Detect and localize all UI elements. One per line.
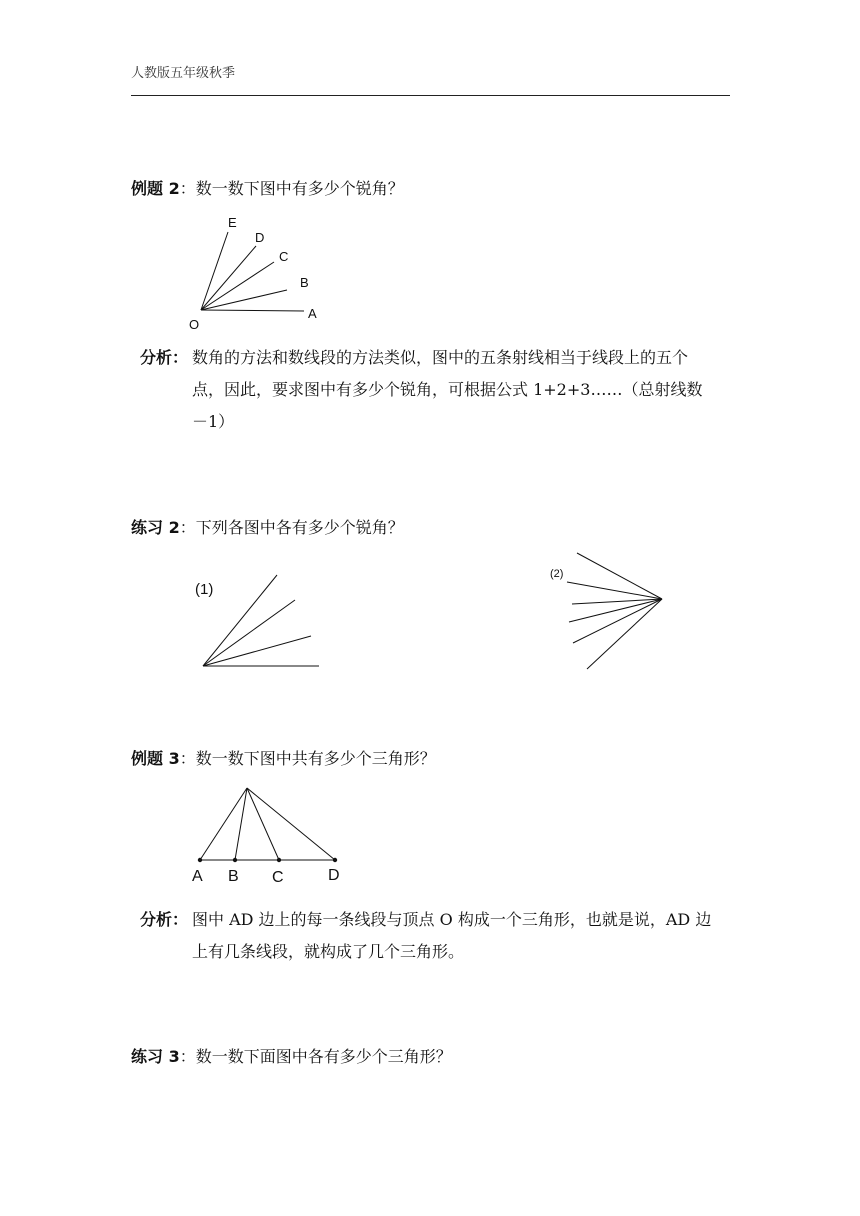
base-label-d: D xyxy=(328,867,340,884)
example2-analysis-line: 点，因此，要求图中有多少个锐角，可根据公式 1+2+3……（总射线数 xyxy=(192,380,703,399)
example3-label: 例题 3 xyxy=(131,749,180,768)
point-label-d: D xyxy=(255,230,265,245)
dot-b xyxy=(233,858,237,862)
header-title: 人教版五年级秋季 xyxy=(131,66,236,81)
side-b xyxy=(235,788,247,860)
base-label-b: B xyxy=(228,868,239,885)
practice2-question: 下列各图中各有多少个锐角？ xyxy=(195,518,404,537)
point-label-a: A xyxy=(308,306,317,321)
example2-analysis-line: 数角的方法和数线段的方法类似，图中的五条射线相当于线段上的五个 xyxy=(192,348,689,367)
dot-c xyxy=(277,858,281,862)
example2-sep: ： xyxy=(179,179,196,198)
practice2-label: 练习 2 xyxy=(131,518,180,537)
example3-sep: ： xyxy=(179,749,196,768)
practice3-label: 练习 3 xyxy=(131,1047,180,1066)
side-a xyxy=(200,788,247,860)
practice3-sep: ： xyxy=(179,1047,196,1066)
dot-a xyxy=(198,858,202,862)
dot-d xyxy=(333,858,337,862)
example2-analysis-line: －1） xyxy=(192,412,235,431)
practice3-heading xyxy=(131,1046,452,1068)
base-label-a: A xyxy=(192,868,203,885)
example2-analysis-label: 分析： xyxy=(140,348,189,367)
example3-analysis-line: 图中 AD 边上的每一条线段与顶点 O 构成一个三角形，也就是说，AD 边 xyxy=(192,910,712,929)
example3-analysis-line: 上有几条线段，就构成了几个三角形。 xyxy=(192,942,465,961)
point-label-c: C xyxy=(279,249,289,264)
point-label-e: E xyxy=(228,215,237,230)
example3-question: 数一数下图中共有多少个三角形？ xyxy=(195,749,436,768)
practice3-question: 数一数下面图中各有多少个三角形？ xyxy=(195,1047,452,1066)
base-label-c: C xyxy=(272,869,284,886)
figure-1-label: (1) xyxy=(195,581,214,598)
example3-analysis-label: 分析： xyxy=(140,910,189,929)
example2-question: 数一数下图中有多少个锐角？ xyxy=(195,179,404,198)
side-d xyxy=(247,788,335,860)
practice2-sep: ： xyxy=(179,518,196,537)
side-c xyxy=(247,788,279,860)
example2-label: 例题 2 xyxy=(131,179,180,198)
example3-analysis xyxy=(192,904,732,968)
point-label-b: B xyxy=(300,275,309,290)
point-label-o: O xyxy=(189,317,200,332)
figure-2-label: (2) xyxy=(550,568,564,580)
